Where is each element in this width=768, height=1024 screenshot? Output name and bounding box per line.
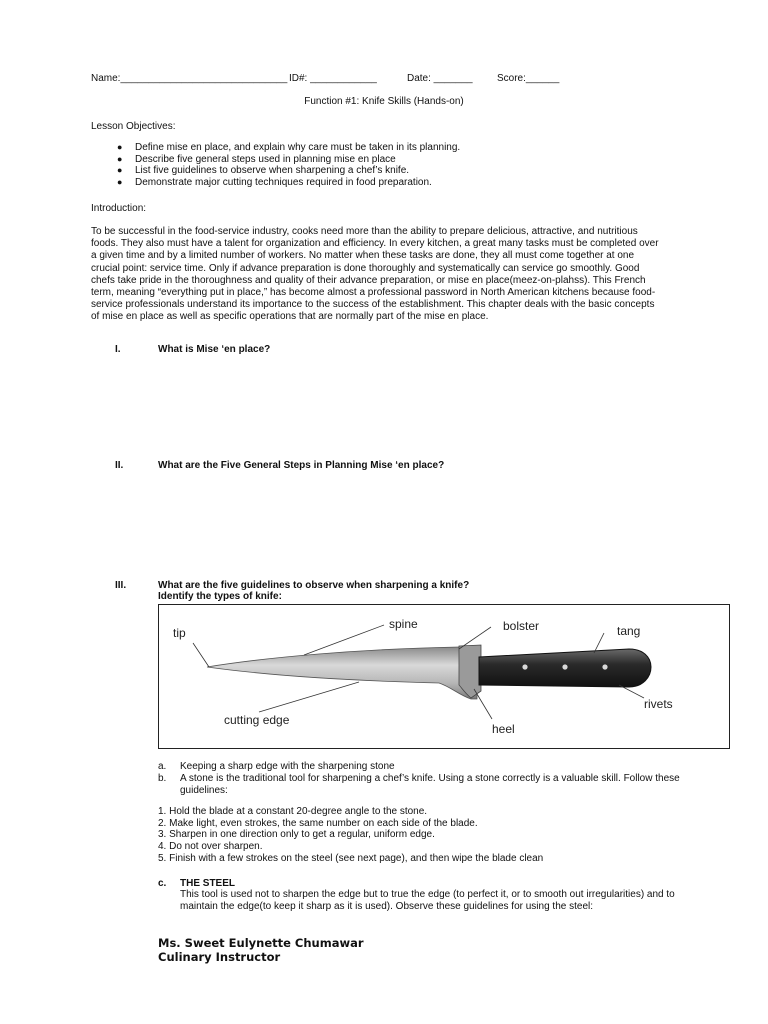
bullet-icon: ● — [117, 177, 123, 188]
label-cutting-edge: cutting edge — [224, 713, 290, 727]
paragraph-line: term, meaning “everything put in place,” has become almost a professional password in North American kitchens because food- — [91, 286, 656, 298]
list-item: ● List five guidelines to observe when sharpening a chef’s knife. — [117, 165, 410, 177]
steel-letter: c. — [158, 878, 167, 889]
date-field: Date: _______ — [407, 73, 473, 84]
score-field: Score:______ — [497, 73, 560, 84]
paragraph-line: service professionals understand its importance to the success of the establishment. This chapter deals with the basic concepts — [91, 299, 655, 311]
rivet-dot — [562, 664, 567, 669]
list-item: 2. Make light, even strokes, the same number on each side of the blade. — [158, 817, 478, 829]
rivet-dot — [602, 664, 607, 669]
list-item: ● Describe five general steps used in planning mise en place — [117, 153, 396, 165]
paragraph-line: To be successful in the food-service industry, cooks need more than the ability to prepare delicious, attractive, and nutritious — [91, 226, 638, 237]
instructor-name: Ms. Sweet Eulynette Chumawar — [158, 936, 364, 950]
list-item: 1. Hold the blade at a constant 20-degree angle to the stone. — [158, 806, 428, 817]
question-number: I. — [115, 344, 121, 355]
knife-diagram — [158, 604, 730, 749]
label-tang: tang — [617, 624, 641, 638]
list-item: ● Define mise en place, and explain why care must be taken in its planning. — [117, 142, 461, 153]
paragraph-line: foods. They also must have a talent for organization and efficiency. In every kitchen, a great many tasks must be completed over — [91, 238, 659, 250]
introduction-paragraph — [91, 226, 681, 324]
knife-illustration — [159, 605, 729, 748]
instructor-role: Culinary Instructor — [158, 950, 281, 964]
sharpening-steps — [158, 806, 543, 864]
bullet-icon: ● — [117, 142, 123, 152]
introduction-heading: Introduction: — [91, 203, 147, 214]
sharpening-item-a: a. Keeping a sharp edge with the sharpening stone — [158, 761, 395, 772]
id-field: ID#: ____________ — [289, 73, 377, 84]
bullet-icon: ● — [117, 153, 123, 164]
question-text: What are the five guidelines to observe when sharpening a knife? — [158, 580, 470, 591]
paragraph-line: chefs take pride in the thoroughness and quality of their advance preparation, or mise en place(meez-on-plahss). This French — [91, 274, 646, 286]
question-subtext: Identify the types of knife: — [158, 591, 282, 602]
list-item: 3. Sharpen in one direction only to get a regular, uniform edge. — [158, 829, 435, 841]
bullet-icon: ● — [117, 165, 123, 176]
steel-text: This tool is used not to sharpen the edge but to true the edge (to perfect it, or to smooth out irregularities) and to maintain the edge(to keep it sharp as it is used). Observe these guidelines for using the steel: — [180, 889, 675, 913]
rivet-dot — [522, 664, 527, 669]
label-tip: tip — [173, 626, 186, 640]
blade-shape — [207, 647, 477, 699]
label-heel: heel — [492, 722, 515, 736]
question-text: What are the Five General Steps in Planning Mise ‘en place? — [158, 460, 445, 471]
list-item: ● Demonstrate major cutting techniques required in food preparation. — [117, 177, 432, 189]
name-field: Name:______________________________ — [91, 73, 288, 84]
list-item: 4. Do not over sharpen. — [158, 841, 263, 853]
label-bolster: bolster — [503, 619, 540, 633]
question-text: What is Mise ‘en place? — [158, 344, 271, 355]
paragraph-line: of mise en place as well as specific operations that are normally part of the mise en place. — [91, 311, 489, 323]
list-item: 5. Finish with a few strokes on the steel (see next page), and then wipe the blade clean — [158, 852, 544, 864]
label-spine: spine — [389, 617, 418, 631]
objectives-heading: Lesson Objectives: — [91, 121, 176, 132]
paragraph-line: a given time and by a limited number of workers. No matter when these tasks are done, they all must come together at one — [91, 250, 635, 262]
page-title: Function #1: Knife Skills (Hands-on) — [304, 96, 464, 107]
objectives-list — [117, 142, 460, 189]
label-rivets: rivets — [644, 697, 673, 711]
steel-title: THE STEEL — [180, 878, 236, 889]
question-number: III. — [115, 580, 127, 591]
question-number: II. — [115, 460, 124, 471]
sharpening-item-b: b. A stone is the traditional tool for sharpening a chef’s knife. Using a stone correctly is a valuable skill. Follow these guidelines: — [158, 773, 680, 797]
student-info-row — [91, 73, 691, 87]
paragraph-line: crucial point: service time. Only if advance preparation is done thoroughly and systematically can service go smoothly. Good — [91, 262, 640, 274]
